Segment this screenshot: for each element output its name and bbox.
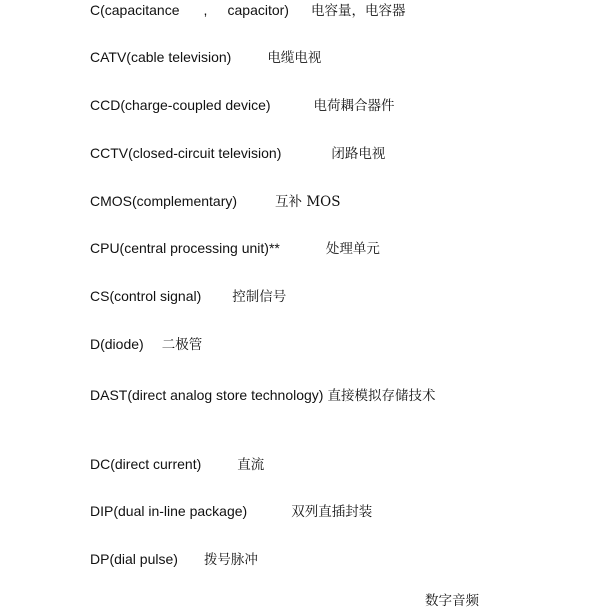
glossary-entry-ccd	[90, 95, 395, 115]
glossary-entry-dip	[90, 501, 372, 521]
entry-translation: 处理单元	[325, 241, 380, 257]
truncated-next-line: 数字音频	[425, 593, 479, 609]
entry-term: DC(direct current)	[90, 456, 202, 472]
entry-term: CCTV(closed-circuit television)	[90, 145, 282, 161]
entry-translation: 二极管	[161, 337, 203, 353]
entry-term: CATV(cable television)	[90, 49, 232, 65]
entry-translation: 双列直插封装	[291, 504, 373, 520]
glossary-entry-capacitance	[90, 0, 405, 20]
entry-translation: 闭路电视	[331, 146, 386, 162]
glossary-entry-cmos	[90, 191, 340, 211]
entry-term: CCD(charge-coupled device)	[90, 97, 271, 113]
entry-translation: 电缆电视	[267, 50, 322, 66]
entry-term: C(capacitance	[90, 2, 180, 18]
entry-term: capacitor)	[227, 2, 289, 18]
entry-translation: 互补 MOS	[275, 194, 341, 210]
entry-term: DP(dial pulse)	[90, 551, 178, 567]
entry-term: DAST(direct analog store technology)	[90, 387, 324, 403]
glossary-entry-catv	[90, 47, 321, 67]
entry-term: CPU(central processing unit)**	[90, 240, 280, 256]
entry-term: DIP(dual in-line package)	[90, 503, 248, 519]
glossary-entry-cpu	[90, 238, 380, 258]
entry-translation: 直接模拟存储技术	[327, 388, 436, 404]
glossary-entry-dast	[90, 385, 435, 405]
glossary-entry-cs	[90, 286, 286, 306]
entry-translation: 直流	[237, 457, 265, 473]
entry-term: CMOS(complementary)	[90, 193, 238, 209]
entry-translation: 电容量，电容器	[310, 3, 406, 19]
entry-translation: 拨号脉冲	[203, 552, 258, 568]
entry-term: CS(control signal)	[90, 288, 202, 304]
entry-translation: 控制信号	[232, 289, 287, 305]
glossary-entry-dc	[90, 454, 264, 474]
glossary-entry-diode	[90, 334, 202, 354]
entry-term-comma: ,	[203, 2, 208, 18]
entry-translation: 电荷耦合器件	[313, 98, 395, 114]
entry-term: D(diode)	[90, 336, 144, 352]
glossary-entry-dp	[90, 549, 258, 569]
glossary-entry-cctv	[90, 143, 385, 163]
